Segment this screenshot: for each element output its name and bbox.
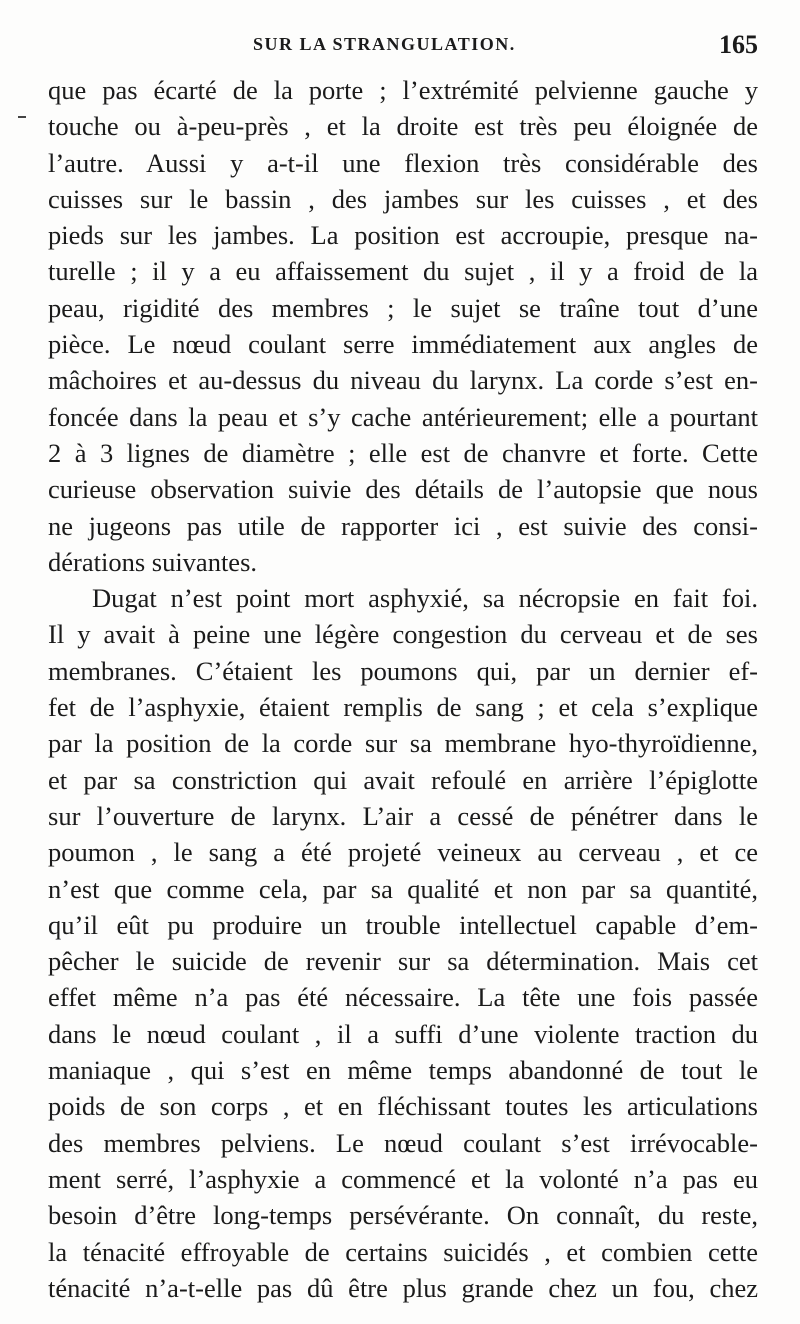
text-line: effet même n’a pas été nécessaire. La tête une fois passée	[48, 982, 758, 1013]
text-line: ne jugeons pas utile de rapporter ici , est suivie des consi-	[48, 510, 758, 541]
text-line: n’est que comme cela, par sa qualité et non par sa quantité,	[48, 873, 758, 904]
text-line: pieds sur les jambes. La position est accroupie, presque na-	[48, 220, 758, 251]
paragraph-1	[48, 72, 758, 580]
text-line: des membres pelviens. Le nœud coulant s’est irrévocable-	[48, 1127, 758, 1158]
text-line: la ténacité effroyable de certains suicidés , et combien cette	[48, 1236, 758, 1267]
text-line: ténacité n’a-t-elle pas dû être plus grande chez un fou, chez	[48, 1272, 758, 1303]
text-line: foncée dans la peau et s’y cache antérieurement; elle a pourtant	[48, 401, 758, 432]
text-line: touche ou à-peu-près , et la droite est très peu éloignée de	[48, 111, 758, 142]
text-line: fet de l’asphyxie, étaient remplis de sang ; et cela s’explique	[48, 692, 758, 723]
page-number: 165	[719, 30, 758, 59]
text-line: turelle ; il y a eu affaissement du sujet , il y a froid de la	[48, 256, 758, 287]
margin-speck	[18, 116, 26, 118]
text-line: que pas écarté de la porte ; l’extrémité pelvienne gauche y	[48, 75, 758, 105]
running-head	[48, 30, 758, 68]
text-line: dérations suivantes.	[48, 546, 258, 577]
text-line: dans le nœud coulant , il a suffi d’une violente traction du	[48, 1018, 758, 1049]
text-line: poumon , le sang a été projeté veineux au cerveau , et ce	[48, 837, 758, 868]
text-line: mâchoires et au-dessus du niveau du larynx. La corde s’est en-	[48, 365, 758, 396]
text-line: pêcher le suicide de revenir sur sa détermination. Mais cet	[48, 946, 758, 977]
text-line: par la position de la corde sur sa membrane hyo-thyroïdienne,	[48, 728, 758, 759]
text-line: qu’il eût pu produire un trouble intellectuel capable d’em-	[48, 909, 758, 940]
text-line: sur l’ouverture de larynx. L’air a cessé de pénétrer dans le	[48, 800, 758, 831]
text-line: ment serré, l’asphyxie a commencé et la volonté n’a pas eu	[48, 1163, 758, 1194]
text-line: cuisses sur le bassin , des jambes sur les cuisses , et des	[48, 183, 758, 214]
text-line: maniaque , qui s’est en même temps abandonné de tout le	[48, 1055, 758, 1086]
text-line: l’autre. Aussi y a-t-il une flexion très considérable des	[48, 147, 758, 178]
text-line: Dugat n’est point mort asphyxié, sa nécropsie en fait foi.	[92, 583, 758, 614]
text-line: pièce. Le nœud coulant serre immédiatement aux angles de	[48, 329, 758, 360]
text-line: Il y avait à peine une légère congestion du cerveau et de ses	[48, 619, 758, 650]
text-line: et par sa constriction qui avait refoulé en arrière l’épiglotte	[48, 764, 758, 795]
text-line: peau, rigidité des membres ; le sujet se traîne tout d’une	[48, 292, 758, 323]
paragraph-2	[48, 580, 758, 1306]
body-text	[48, 72, 758, 1306]
text-line: besoin d’être long-temps persévérante. On connaît, du reste,	[48, 1200, 758, 1231]
text-line: 2 à 3 lignes de diamètre ; elle est de chanvre et forte. Cette	[48, 437, 758, 468]
text-line: membranes. C’étaient les poumons qui, par un dernier ef-	[48, 655, 758, 686]
running-title: SUR LA STRANGULATION.	[253, 34, 516, 54]
text-line: curieuse observation suivie des détails de l’autopsie que nous	[48, 474, 758, 505]
text-line: poids de son corps , et en fléchissant toutes les articulations	[48, 1091, 758, 1122]
